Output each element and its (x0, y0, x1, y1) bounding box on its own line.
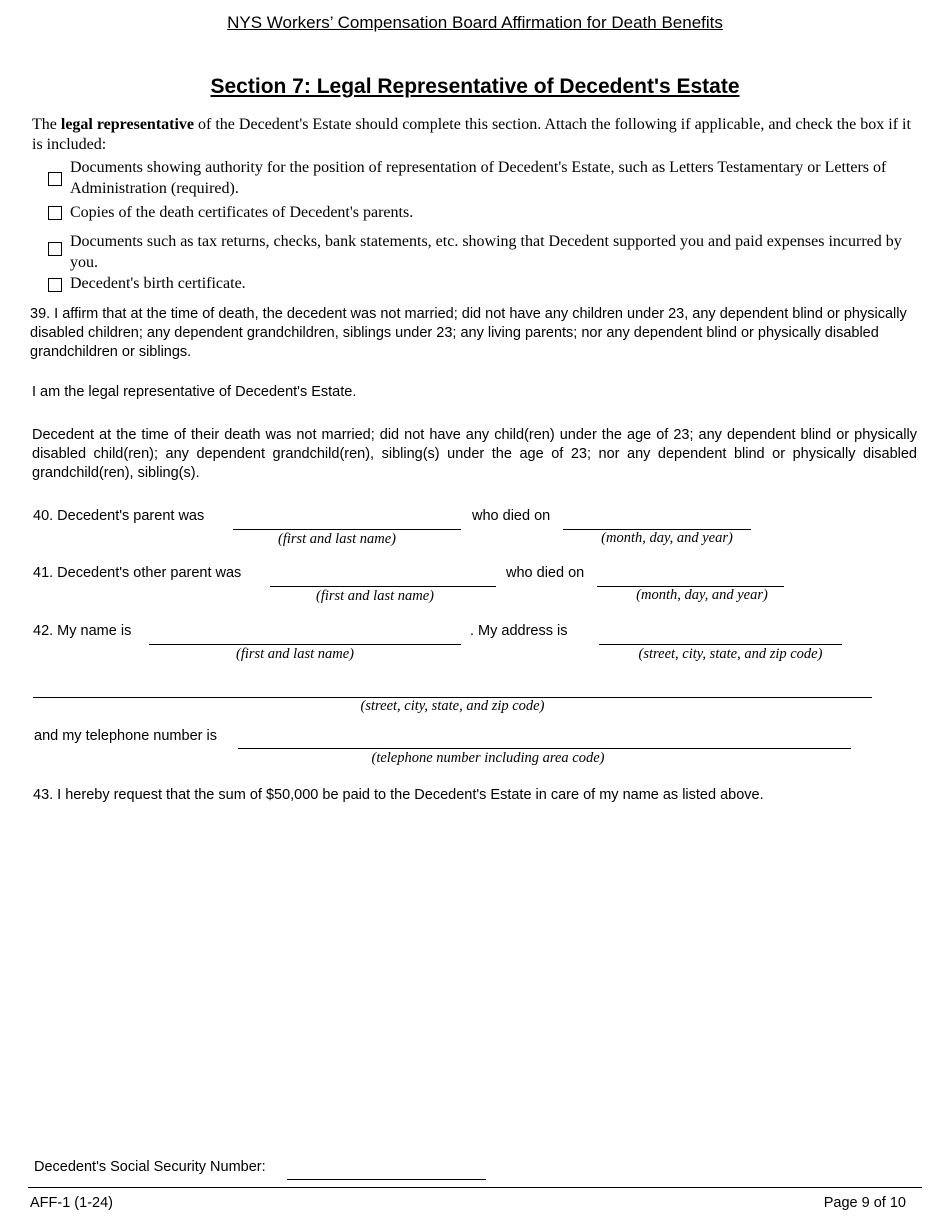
question-42-address-label: . My address is (470, 623, 568, 639)
other-parent-death-date-hint: (month, day, and year) (636, 587, 768, 603)
section-heading: Section 7: Legal Representative of Decedent's Estate (210, 75, 740, 98)
statement-decedent-status: Decedent at the time of their death was not married; did not have any child(ren) under the age of 23; any dependent blind or physically disabled child(ren); any dependent grandchild(ren), sibling(s) under the age of 23; nor any dependent blind or physically disabled grandchild(ren), sibling(s). (32, 427, 917, 481)
ssn-label: Decedent's Social Security Number: (34, 1159, 266, 1175)
question-43-text: 43. I hereby request that the sum of $50,000 be paid to the Decedent's Estate in care of my name as listed above. (33, 787, 764, 803)
question-42-label: 42. My name is (33, 623, 132, 639)
checkbox-support-documents[interactable] (48, 242, 62, 256)
question-40-died-on-label: who died on (472, 508, 551, 524)
parent-death-date-hint: (month, day, and year) (601, 530, 733, 546)
question-39-text: 39. I affirm that at the time of death, the decedent was not married; did not have any children under 23, any dependent blind or physically disabled children; any dependent grandchildren, siblings under 23; any living parents; nor any dependent blind or physically disabled grandchildren or siblings. (30, 306, 907, 360)
my-name-field[interactable] (149, 644, 461, 645)
checklist-item-birth-certificate: Decedent's birth certificate. (70, 275, 246, 292)
parent-name-hint: (first and last name) (277, 531, 396, 547)
intro-post: of the Decedent's Estate should complete this section. Attach the following if applicable, and check the box if it is included: (32, 116, 911, 153)
form-header-title: NYS Workers’ Compensation Board Affirmation for Death Benefits (227, 13, 723, 32)
my-address-hint: (street, city, state, and zip code) (638, 646, 823, 662)
other-parent-name-hint: (first and last name) (315, 588, 434, 604)
telephone-hint: (telephone number including area code) (371, 750, 605, 766)
intro-bold: legal representative (60, 116, 195, 133)
question-40-label: 40. Decedent's parent was (33, 508, 205, 524)
checklist-item-parents-death-certificates: Copies of the death certificates of Decedent's parents. (70, 204, 414, 221)
statement-legal-representative: I am the legal representative of Decedent's Estate. (32, 384, 357, 400)
checkbox-authority-documents[interactable] (48, 172, 62, 186)
checklist-item-support-documents: Documents such as tax returns, checks, bank statements, etc. showing that Decedent supported you and paid expenses incurred by you. (70, 233, 902, 271)
section-intro (32, 115, 922, 155)
other-parent-name-field[interactable] (270, 586, 496, 587)
footer-page-number: Page 9 of 10 (823, 1195, 906, 1211)
question-41-label: 41. Decedent's other parent was (33, 565, 242, 581)
ssn-field[interactable] (287, 1179, 486, 1180)
question-41-died-on-label: who died on (506, 565, 585, 581)
footer-form-id: AFF-1 (1-24) (30, 1195, 113, 1211)
checklist-item-authority-documents: Documents showing authority for the position of representation of Decedent's Estate, such as Letters Testamentary or Letters of Administration (required). (70, 159, 887, 197)
telephone-field[interactable] (238, 748, 851, 749)
my-name-hint: (first and last name) (235, 646, 354, 662)
intro-pre: The (32, 116, 61, 133)
telephone-label: and my telephone number is (34, 728, 217, 744)
checkbox-parents-death-certificates[interactable] (48, 206, 62, 220)
parent-name-field[interactable] (233, 529, 461, 530)
footer-divider (28, 1187, 922, 1188)
checkbox-birth-certificate[interactable] (48, 278, 62, 292)
my-address-field[interactable] (599, 644, 842, 645)
my-address-line-2-hint: (street, city, state, and zip code) (360, 698, 545, 714)
